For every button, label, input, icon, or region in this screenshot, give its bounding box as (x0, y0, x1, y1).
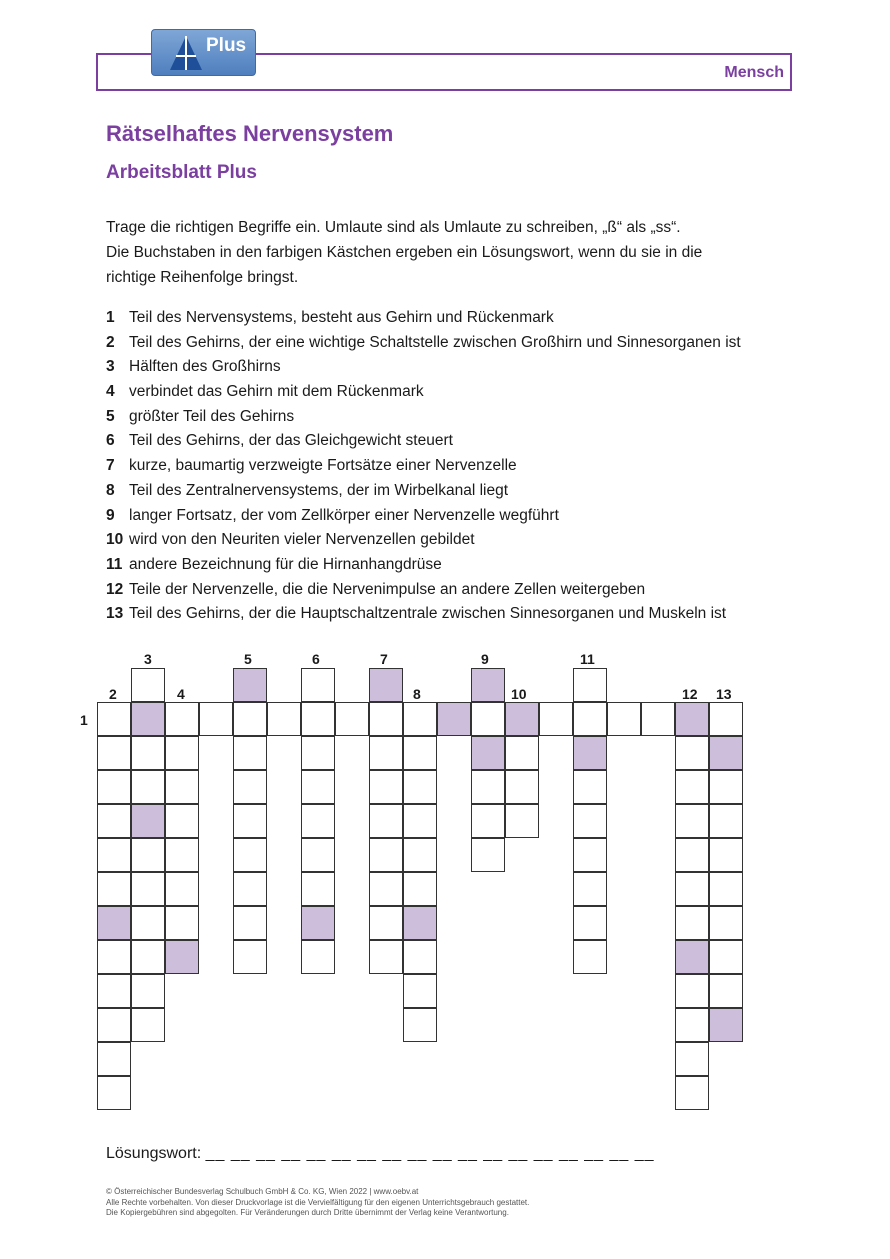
crossword-cell[interactable] (301, 668, 335, 702)
crossword-cell-highlighted[interactable] (471, 668, 505, 702)
clue-text: Teile der Nervenzelle, die die Nervenimpulse an andere Zellen weitergeben (129, 580, 646, 598)
clue-number: 2 (106, 333, 115, 351)
crossword-cell-highlighted[interactable] (301, 906, 335, 940)
crossword-cell[interactable] (573, 770, 607, 804)
clue-item (106, 355, 741, 380)
crossword-number-5: 5 (244, 651, 252, 667)
solution-label: Lösungswort: (106, 1145, 202, 1162)
clue-item (106, 454, 741, 479)
clue-item (106, 553, 741, 578)
clue-item (106, 504, 741, 529)
crossword-cell[interactable] (165, 770, 199, 804)
crossword-cell[interactable] (369, 872, 403, 906)
clue-text: Teil des Zentralnervensystems, der im Wirbelkanal liegt (129, 481, 509, 499)
crossword-cell[interactable] (709, 804, 743, 838)
clue-number: 6 (106, 432, 115, 450)
crossword-cell[interactable] (505, 804, 539, 838)
crossword-cell[interactable] (505, 736, 539, 770)
crossword-cell[interactable] (301, 872, 335, 906)
page-subtitle: Arbeitsblatt Plus (106, 162, 257, 183)
crossword-cell[interactable] (675, 1008, 709, 1042)
crossword-cell-highlighted[interactable] (437, 702, 471, 736)
crossword-cell[interactable] (403, 736, 437, 770)
crossword-cell[interactable] (165, 872, 199, 906)
crossword-cell[interactable] (131, 906, 165, 940)
crossword-cell[interactable] (709, 702, 743, 736)
clue-text: kurze, baumartig verzweigte Fortsätze einer Nervenzelle (129, 457, 517, 475)
clue-text: andere Bezeichnung für die Hirnanhangdrüse (129, 555, 442, 573)
crossword-cell[interactable] (97, 940, 131, 974)
crossword-cell[interactable] (607, 702, 641, 736)
crossword-cell[interactable] (709, 940, 743, 974)
clue-text: Teil des Gehirns, der eine wichtige Schaltstelle zwischen Großhirn und Sinnesorganen ist (129, 333, 741, 351)
clue-number: 13 (106, 605, 124, 623)
clue-text: langer Fortsatz, der vom Zellkörper einer Nervenzelle wegführt (129, 506, 559, 524)
clue-number: 8 (106, 481, 115, 499)
crossword-cell[interactable] (403, 770, 437, 804)
crossword-cell[interactable] (709, 770, 743, 804)
crossword-cell-highlighted[interactable] (709, 1008, 743, 1042)
crossword-cell[interactable] (301, 770, 335, 804)
crossword-cell[interactable] (165, 838, 199, 872)
crossword-cell[interactable] (675, 804, 709, 838)
clue-item (106, 602, 741, 627)
crossword-cell[interactable] (97, 838, 131, 872)
crossword-cell[interactable] (233, 770, 267, 804)
crossword-cell-highlighted[interactable] (233, 668, 267, 702)
clue-item (106, 380, 741, 405)
crossword-number-8: 8 (413, 686, 421, 702)
instruction-line: Trage die richtigen Begriffe ein. Umlaute sind als Umlaute zu schreiben, „ß“ als „ss“. (106, 219, 681, 236)
clue-item (106, 405, 741, 430)
crossword-cell[interactable] (573, 940, 607, 974)
crossword-cell[interactable] (369, 702, 403, 736)
crossword-cell-highlighted[interactable] (369, 668, 403, 702)
crossword-cell[interactable] (369, 736, 403, 770)
crossword-number-3: 3 (144, 651, 152, 667)
crossword-cell[interactable] (641, 702, 675, 736)
crossword-cell[interactable] (471, 702, 505, 736)
logo-text: Plus (206, 35, 247, 56)
instruction-line: Die Buchstaben in den farbigen Kästchen ergeben ein Lösungswort, wenn du sie in die (106, 244, 703, 261)
crossword-cell[interactable] (301, 838, 335, 872)
crossword-cell[interactable] (505, 770, 539, 804)
crossword-cell[interactable] (709, 974, 743, 1008)
crossword-number-10: 10 (511, 686, 527, 702)
crossword-cell-highlighted[interactable] (675, 940, 709, 974)
crossword-cell[interactable] (709, 872, 743, 906)
crossword-cell[interactable] (165, 702, 199, 736)
crossword-cell[interactable] (97, 770, 131, 804)
clue-text: wird von den Neuriten vieler Nervenzellen gebildet (129, 531, 475, 549)
crossword-cell[interactable] (131, 940, 165, 974)
crossword-cell[interactable] (403, 974, 437, 1008)
crossword-cell[interactable] (97, 804, 131, 838)
crossword-number-7: 7 (380, 651, 388, 667)
crossword-number-6: 6 (312, 651, 320, 667)
crossword-cell[interactable] (165, 906, 199, 940)
crossword-cell[interactable] (471, 838, 505, 872)
crossword-cell[interactable] (573, 872, 607, 906)
clue-text: Teil des Nervensystems, besteht aus Gehirn und Rückenmark (129, 309, 554, 326)
crossword-cell[interactable] (267, 702, 301, 736)
solution-line (106, 1145, 655, 1163)
crossword-cell[interactable] (233, 872, 267, 906)
crossword-cell[interactable] (97, 736, 131, 770)
crossword-cell[interactable] (675, 872, 709, 906)
clue-number: 1 (106, 309, 115, 326)
crossword-cell[interactable] (539, 702, 573, 736)
crossword-cell[interactable] (97, 1008, 131, 1042)
crossword-cell[interactable] (369, 940, 403, 974)
clue-number: 7 (106, 457, 115, 475)
crossword-cell[interactable] (369, 804, 403, 838)
crossword-cell[interactable] (233, 702, 267, 736)
crossword-cell[interactable] (97, 872, 131, 906)
clue-item (106, 578, 741, 603)
crossword-cell-highlighted[interactable] (403, 906, 437, 940)
crossword-number-11: 11 (580, 651, 595, 667)
crossword-cell[interactable] (97, 702, 131, 736)
footer-rights: Alle Rechte vorbehalten. Von dieser Druckvorlage ist die Vervielfältigung für den eigenen Unterrichtsgebrauch gestattet. (106, 1197, 530, 1207)
crossword-cell[interactable] (403, 872, 437, 906)
crossword-cell[interactable] (573, 804, 607, 838)
crossword-number-13: 13 (716, 686, 732, 702)
page-title: Rätselhaftes Nervensystem (106, 121, 394, 146)
crossword-cell[interactable] (131, 668, 165, 702)
clue-number: 4 (106, 383, 115, 401)
clue-number: 9 (106, 506, 115, 524)
crossword-cell[interactable] (403, 940, 437, 974)
clue-text: Hälften des Großhirns (129, 358, 281, 376)
crossword-cell[interactable] (471, 770, 505, 804)
triangle-logo-icon (168, 34, 204, 72)
crossword-number-2: 2 (109, 686, 117, 702)
clue-number: 11 (106, 555, 123, 573)
crossword-cell[interactable] (573, 702, 607, 736)
clue-number: 3 (106, 358, 115, 376)
clue-item (106, 528, 741, 553)
crossword-cell[interactable] (233, 906, 267, 940)
instructions (106, 215, 806, 290)
crossword-cell-highlighted[interactable] (573, 736, 607, 770)
crossword-cell[interactable] (131, 838, 165, 872)
crossword-cell[interactable] (369, 906, 403, 940)
crossword-cell[interactable] (403, 804, 437, 838)
crossword-cell[interactable] (131, 736, 165, 770)
clue-text: größter Teil des Gehirns (129, 407, 295, 425)
crossword-cell[interactable] (199, 702, 233, 736)
crossword-cell[interactable] (573, 838, 607, 872)
crossword-cell[interactable] (301, 702, 335, 736)
crossword-cell[interactable] (675, 1076, 709, 1110)
clue-list (106, 306, 741, 627)
clue-text: Teil des Gehirns, der die Hauptschaltzentrale zwischen Sinnesorganen und Muskeln ist (129, 605, 727, 623)
crossword-cell[interactable] (131, 1008, 165, 1042)
crossword-cell[interactable] (97, 1042, 131, 1076)
crossword-cell[interactable] (165, 736, 199, 770)
crossword-number-1: 1 (80, 712, 88, 728)
crossword-cell[interactable] (301, 804, 335, 838)
crossword-cell[interactable] (471, 804, 505, 838)
crossword-number-4: 4 (177, 686, 185, 702)
clue-text: verbindet das Gehirn mit dem Rückenmark (129, 383, 424, 401)
crossword-cell[interactable] (573, 906, 607, 940)
crossword-cell[interactable] (165, 804, 199, 838)
crossword-cell-highlighted[interactable] (505, 702, 539, 736)
instruction-line: richtige Reihenfolge bringst. (106, 269, 299, 286)
crossword-cell[interactable] (675, 736, 709, 770)
clue-item (106, 479, 741, 504)
clue-text: Teil des Gehirns, der das Gleichgewicht steuert (129, 432, 453, 450)
crossword-cell-highlighted[interactable] (675, 702, 709, 736)
crossword-cell[interactable] (301, 940, 335, 974)
publisher-logo (151, 29, 256, 76)
crossword-cell[interactable] (233, 838, 267, 872)
crossword-cell[interactable] (233, 940, 267, 974)
clue-number: 12 (106, 580, 124, 598)
crossword-cell[interactable] (675, 974, 709, 1008)
crossword-cell[interactable] (573, 668, 607, 702)
clue-number: 5 (106, 407, 115, 425)
crossword-cell[interactable] (97, 974, 131, 1008)
clue-number: 10 (106, 531, 124, 549)
crossword-cell-highlighted[interactable] (471, 736, 505, 770)
crossword-cell-highlighted[interactable] (165, 940, 199, 974)
subject-label: Mensch (724, 64, 784, 81)
clue-item (106, 306, 741, 331)
footer (106, 1187, 529, 1219)
crossword-cell[interactable] (131, 974, 165, 1008)
crossword-cell[interactable] (403, 1008, 437, 1042)
clue-item (106, 331, 741, 356)
crossword-cell[interactable] (131, 872, 165, 906)
crossword-cell[interactable] (403, 702, 437, 736)
clue-item (106, 429, 741, 454)
crossword-cell[interactable] (675, 838, 709, 872)
crossword-cell[interactable] (97, 1076, 131, 1110)
crossword-cell[interactable] (369, 770, 403, 804)
crossword-cell-highlighted[interactable] (97, 906, 131, 940)
crossword-number-12: 12 (682, 686, 698, 702)
crossword-cell[interactable] (675, 770, 709, 804)
crossword-cell[interactable] (709, 838, 743, 872)
crossword-cell[interactable] (675, 1042, 709, 1076)
crossword-cell-highlighted[interactable] (131, 702, 165, 736)
crossword-cell[interactable] (709, 906, 743, 940)
crossword-cell-highlighted[interactable] (131, 804, 165, 838)
crossword-cell[interactable] (233, 804, 267, 838)
footer-copyright: © Österreichischer Bundesverlag Schulbuch GmbH & Co. KG, Wien 2022 | www.oebv.at (106, 1187, 419, 1196)
footer-fees: Die Kopiergebühren sind abgegolten. Für Veränderungen durch Dritte übernimmt der Verlag keine Verantwortung. (106, 1208, 509, 1217)
crossword-cell-highlighted[interactable] (709, 736, 743, 770)
crossword-cell[interactable] (675, 906, 709, 940)
crossword-cell[interactable] (369, 838, 403, 872)
crossword-cell[interactable] (301, 736, 335, 770)
crossword-cell[interactable] (131, 770, 165, 804)
crossword-cell[interactable] (335, 702, 369, 736)
crossword-number-9: 9 (481, 651, 489, 667)
crossword-cell[interactable] (403, 838, 437, 872)
solution-blanks[interactable]: __ __ __ __ __ __ __ __ __ __ __ __ __ __ __ __ __ __ (205, 1145, 655, 1162)
crossword-cell[interactable] (233, 736, 267, 770)
